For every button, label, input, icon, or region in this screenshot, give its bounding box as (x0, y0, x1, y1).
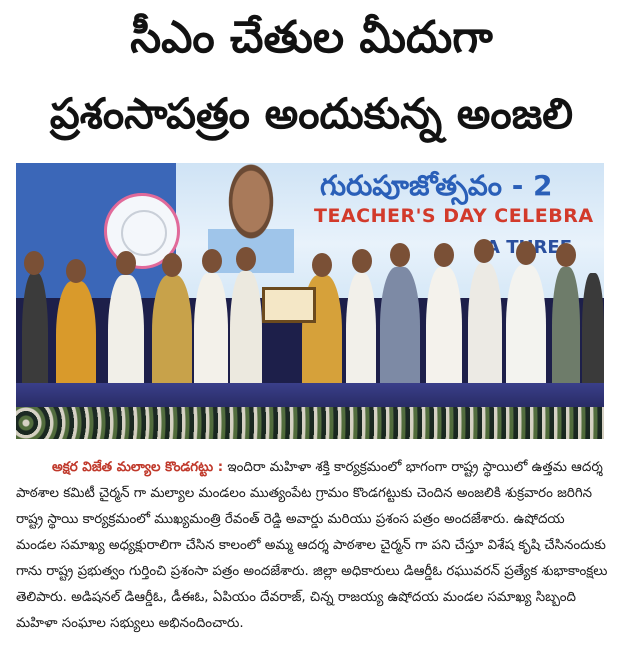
banner-telugu-text: గురుపూజోత్సవం - 2 (320, 169, 553, 202)
banner-english-text: TEACHER'S DAY CELEBRA (314, 205, 594, 227)
person-head (24, 251, 44, 275)
news-photo (16, 163, 604, 439)
banner-partial-text: THREE (506, 237, 572, 258)
article-dateline: అక్షర విజేత మల్యాల కొండగట్టు : (52, 460, 224, 475)
person-head (66, 259, 86, 283)
person-head (516, 241, 536, 265)
person-head (116, 251, 136, 275)
person-head (352, 249, 372, 273)
person-head (556, 243, 576, 267)
headline-line-1: సీఎం చేతుల మీదుగా (130, 12, 493, 63)
headline-line-2: ప్రశంసాపత్రం అందుకున్న అంజలి (49, 89, 574, 138)
person-head (312, 253, 332, 277)
person-head (390, 243, 410, 267)
award-certificate (262, 287, 316, 323)
person-head (202, 249, 222, 273)
headline-block (0, 0, 623, 160)
person-head (474, 239, 494, 263)
article-paragraph (16, 455, 608, 637)
article-text: ఇందిరా మహిళా శక్తి కార్యక్రమంలో భాగంగా రాష్ట్ర స్థాయిలో ఉత్తమ ఆదర్శ పాఠశాల కమిటీ చైర్మన్ గా మల్యాల మండలం ముత్యంపేట గ్రామం కొండగట్టుకు చెందిన అంజలికి శుక్రవారం జరిగిన రాష్ట్ర స్థాయి కార్యక్రమంలో ముఖ్యమంత్రి రేవంత్ రెడ్డి అవార్డు మరియు ప్రశంస పత్రం అందజేశారు. ఉషోదయ మండల సమాఖ్య అధ్యక్షురాలిగా చేసిన కాలంలో అమ్మ ఆదర్శ పాఠశాల చైర్మన్ గా పని చేస్తూ విశేష కృషి చేసినందుకు గాను రాష్ట్ర ప్రభుత్వం గుర్తించి ప్రశంసా పత్రం అందజేశారు. జిల్లా అధికారులు డిఆర్డీఓ రఘువరన్ ప్రత్యేక శుభాకాంక్షలు తెలిపారు. అడిషనల్ డిఆర్డీఓ, డీఈఓ, ఏపియం దేవరాజ్, చిన్న రాజయ్య ఉషోదయ మండల సమాఖ్య సిబ్బంది మహిళా సంఘాల సభ్యులు అభినందించారు. (16, 460, 608, 631)
person-head (162, 253, 182, 277)
person-head (434, 243, 454, 267)
stage-flowers (16, 407, 604, 439)
article-body (16, 455, 608, 661)
person-head (236, 247, 256, 271)
